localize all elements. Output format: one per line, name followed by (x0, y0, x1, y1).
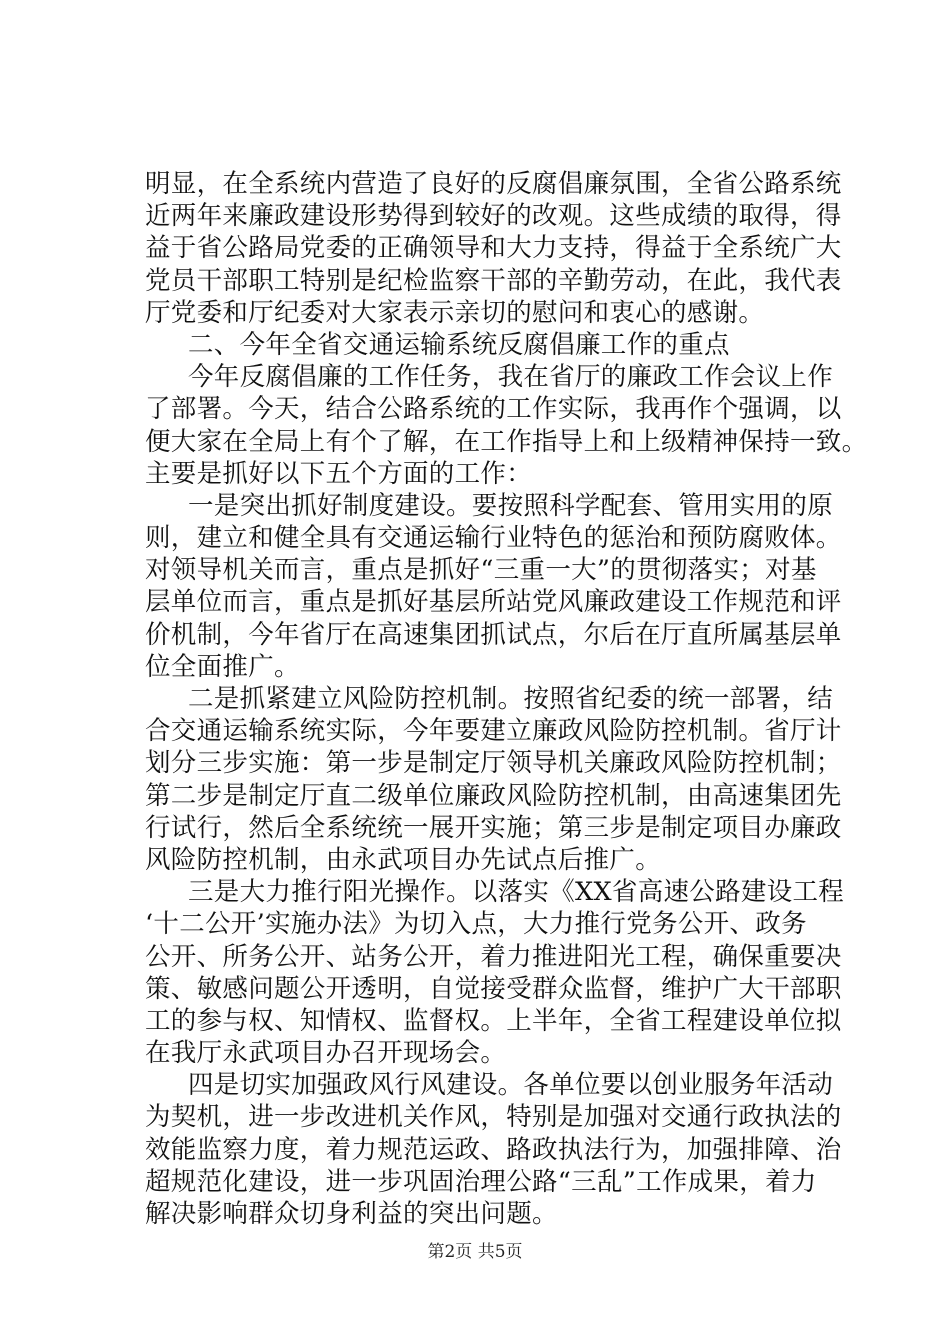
paragraph-start: 二是抓紧建立风险防控机制。按照省纪委的统一部署，结 (188, 684, 834, 714)
body-text (145, 168, 868, 1230)
text-line: 党员干部职工特别是纪检监察干部的辛勤劳动，在此，我代表 (145, 265, 842, 296)
text-line: 厅党委和厅纪委对大家表示亲切的慰问和衷心的感谢。 (145, 297, 765, 328)
text-line: 位全面推广。 (145, 651, 300, 682)
text-line: 层单位而言，重点是抓好基层所站党风廉政建设工作规范和评 (145, 587, 842, 618)
paragraph-start: 今年反腐倡廉的工作任务，我在省厅的廉政工作会议上作 (188, 362, 834, 393)
text-line: 为契机，进一步改进机关作风，特别是加强对交通行政执法的 (145, 1102, 842, 1133)
text-line: 公开、所务公开、站务公开，着力推进阳光工程，确保重要决 (145, 941, 842, 972)
text-line: 策、敏感问题公开透明，自觉接受群众监督，维护广大干部职 (145, 973, 842, 1004)
text-line: 主要是抓好以下五个方面的工作： (145, 458, 533, 489)
text-line: ‘十二公开’实施办法》为切入点，大力推行党务公开、政务 (145, 909, 807, 940)
text-line: 第二步是制定厅直二级单位廉政风险防控机制，由高速集团先 (145, 780, 842, 811)
text-line: 工的参与权、知情权、监督权。上半年，全省工程建设单位拟 (145, 1005, 842, 1036)
text-line: 风险防控机制，由永武项目办先试点后推广。 (145, 844, 662, 875)
text-line: 了部署。今天，结合公路系统的工作实际，我再作个强调，以 (145, 394, 842, 425)
text-line: 解决影响群众切身利益的突出问题。 (145, 1199, 558, 1229)
text-line: 划分三步实施：第一步是制定厅领导机关廉政风险防控机制； (145, 748, 842, 779)
text-line: 超规范化建设，进一步巩固治理公路“三乱”工作成果，着力 (145, 1166, 817, 1197)
paragraph-start: 一是突出抓好制度建设。要按照科学配套、管用实用的原 (188, 490, 834, 521)
text-line: 近两年来廉政建设形势得到较好的改观。这些成绩的取得，得 (145, 201, 842, 232)
text-line: 价机制，今年省厅在高速集团抓试点，尔后在厅直所属基层单 (145, 619, 842, 650)
text-line: 在我厅永武项目办召开现场会。 (145, 1038, 507, 1069)
text-line: 行试行，然后全系统统一展开实施；第三步是制定项目办廉政 (145, 812, 842, 843)
section-heading: 二、今年全省交通运输系统反腐倡廉工作的重点 (188, 329, 730, 360)
text-line: 益于省公路局党委的正确领导和大力支持，得益于全系统广大 (145, 233, 842, 264)
text-line: 则，建立和健全具有交通运输行业特色的惩治和预防腐败体。 (145, 523, 842, 554)
text-line: 明显，在全系统内营造了良好的反腐倡廉氛围，全省公路系统 (145, 169, 842, 199)
text-line: 效能监察力度，着力规范运政、路政执法行为，加强排障、治 (145, 1134, 842, 1165)
text-line: 对领导机关而言，重点是抓好“三重一大”的贯彻落实；对基 (145, 555, 817, 586)
text-line: 便大家在全局上有个了解，在工作指导上和上级精神保持一致。 (145, 426, 868, 457)
paragraph-start: 四是切实加强政风行风建设。各单位要以创业服务年活动 (188, 1070, 834, 1101)
page-footer: 第2页 共5页 (427, 1242, 523, 1262)
paragraph-start: 三是大力推行阳光操作。以落实《XX省高速公路建设工程 (188, 877, 845, 908)
text-line: 合交通运输系统实际，今年要建立廉政风险防控机制。省厅计 (145, 716, 842, 747)
